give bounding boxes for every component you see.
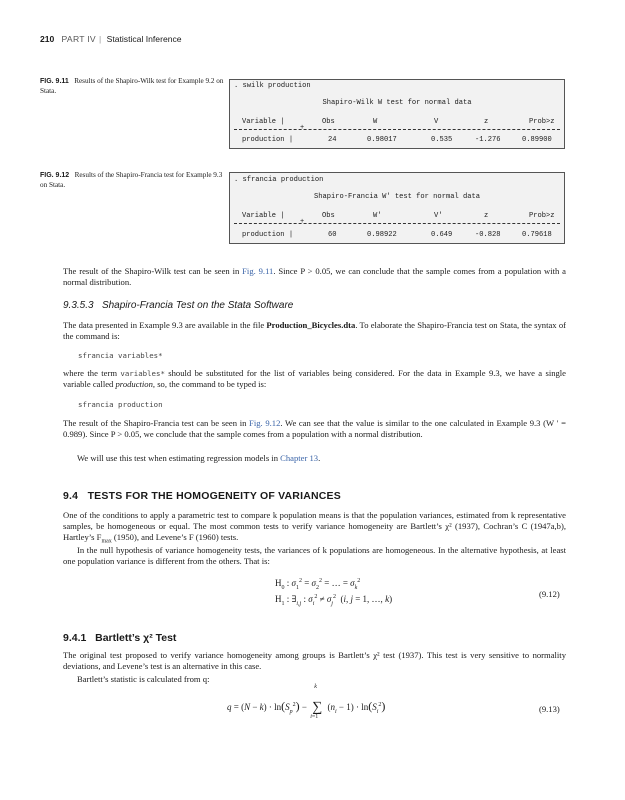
figure-label: FIG. 9.11 [40,78,69,85]
part-number: IV [87,34,96,44]
col-z: z [484,118,489,126]
col-obs: Obs [322,212,335,220]
col-variable: Variable | [242,212,285,220]
text: . We can see that the value is similar to the one calculated in Example 9.3 (W ′ = 0.989). Since P > 0.05, we conclude that the sample comes from a population with a normal distribution. [63,418,566,440]
figure-caption-text: Results of the Shapiro-Francia test for Example 9.3 on Stata. [40,171,223,189]
page-header: 210 PART IV | Statistical Inference [40,34,182,44]
fig-9-11-link[interactable]: Fig. 9.11 [242,266,274,276]
subsection-number: 9.4.1 [63,632,87,644]
paragraph-regression-note [63,453,566,464]
equation-number-9-12: (9.12) [539,589,560,599]
subsection-heading-9-3-5-3 [63,300,293,311]
subsection-number: 9.3.5.3 [63,300,94,311]
cell-z: -1.276 [475,136,501,144]
equation-h0: $H_0$ : $\sigma_1^2 = \sigma_2^2$ = … = $\sigma_k^2$ [275,578,361,591]
stata-header-row [230,212,564,221]
code-sfrancia-variables: sfrancia variables* [78,351,163,360]
stata-command: . sfrancia production [234,176,324,184]
cell-variable: production | [242,231,294,239]
divider-plus: + [300,218,305,226]
stata-data-row [230,136,564,145]
cell-variable: production | [242,136,294,144]
file-name: Production_Bicycles.dta [266,320,356,330]
stata-divider [234,218,560,226]
col-variable: Variable | [242,118,285,126]
col-prob: Prob>z [529,212,555,220]
text: . Since P > 0.05, we can conclude that the sample comes from a population with a normal distribution. [63,266,566,288]
paragraph-homogeneity-conditions [63,510,566,548]
col-w-prime: W' [373,212,382,220]
text: should be substituted for the list of variables being considered. For the data in Example 9.3, we have a single variable called [63,368,566,390]
section-number: 9.4 [63,490,79,502]
subsection-title: Shapiro-Francia Test on the Stata Software [101,300,294,311]
cell-obs: 60 [328,231,337,239]
equation-h1: $H_1$ : $\exists_{i,j}$ : $\sigma_i^2 \ne \sigma_j^2$ (i, j = 1, …, k) [275,594,393,607]
variable-name: production [115,379,153,390]
cell-v: 0.535 [431,136,453,144]
text: In the null hypothesis of variance homogeneity tests, the variances of k populations are homogeneous. In the alternative hypothesis, at least one population variance is different from the others. That is: [63,545,566,567]
cell-v-prime: 0.649 [431,231,453,239]
equation-bartlett-q: $q = (N - k) \cdot \ln(S_p^2)$ − k ∑ i=1 $(n_i - 1) \cdot \ln(S_i^2)$ [227,683,386,720]
stata-divider [234,124,560,132]
paragraph-sfrancia-result [63,418,566,440]
paragraph-swilk-result [63,266,566,288]
subsection-title: Bartlett’s χ² Test [95,632,177,644]
text: The original test proposed to verify variance homogeneity among groups is Bartlett’s χ² test (1937). This test is very sensitive to normality deviations, and Levene’s test is an alternative in this case. [63,650,566,672]
text: The result of the Shapiro-Francia test can be seen in [63,418,250,428]
figure-caption-text: Results of the Shapiro-Wilk test for Example 9.2 on Stata. [40,77,224,95]
text: One of the conditions to apply a parametric test to compare k population means is that the population variances, estimated from k representative samples, be homogeneous or equal. The most common tests to verify variance homogeneity are Bartlett’s χ² (1937), Cochran’s C (1947a,b), Hartley’s F [63,510,566,543]
paragraph-sfrancia-syntax [63,320,566,342]
text: where the term [63,368,121,378]
col-v: V [434,118,439,126]
col-w: W [373,118,378,126]
text: The result of the Shapiro-Wilk test can be seen in [63,266,243,276]
subscript: max [101,539,112,546]
text: . [318,453,321,463]
cell-obs: 24 [328,136,337,144]
text: (1950), and Levene’s F (1960) tests. [111,532,239,543]
cell-prob: 0.79618 [522,231,552,239]
stata-output-swilk [229,79,565,149]
stata-title: Shapiro-Wilk W test for normal data [322,99,472,107]
fig-9-12-link[interactable]: Fig. 9.12 [249,418,281,428]
stata-title: Shapiro-Francia W' test for normal data [313,193,481,201]
stata-data-row [230,231,564,240]
part-label: PART [61,34,85,44]
text: We will use this test when estimating regression models in [77,453,281,463]
figure-label: FIG. 9.12 [40,172,70,179]
code-sfrancia-production: sfrancia production [78,400,163,409]
paragraph-variables-term [63,368,566,390]
subsection-heading-9-4-1 [63,632,176,644]
paragraph-bartlett-intro [63,650,566,672]
page-number: 210 [40,34,55,44]
cell-prob: 0.89900 [522,136,552,144]
cell-z: -0.828 [475,231,501,239]
text: , so, the command to be typed is: [152,379,267,390]
section-title: TESTS FOR THE HOMOGENEITY OF VARIANCES [87,490,341,502]
stata-header-row [230,118,564,127]
part-title: Statistical Inference [106,34,182,44]
divider-plus: + [300,124,305,132]
stata-command: . swilk production [234,82,311,90]
text: Bartlett’s statistic is calculated from q: [77,674,210,684]
equation-number-9-13: (9.13) [539,704,560,714]
col-prob: Prob>z [529,118,555,126]
stata-output-sfrancia [229,172,565,244]
inline-code: variables* [120,369,165,378]
figure-caption-9-12 [40,171,225,189]
text: . To elaborate the Shapiro-Francia test on Stata, the syntax of the command is: [63,320,567,342]
col-z: z [484,212,489,220]
chapter-13-link[interactable]: Chapter 13 [280,453,319,463]
col-obs: Obs [322,118,335,126]
text: The data presented in Example 9.3 are available in the file [63,320,267,330]
cell-w-prime: 0.98922 [367,231,397,239]
col-v-prime: V' [434,212,443,220]
section-heading-9-4 [63,490,341,502]
figure-caption-9-11 [40,77,225,95]
paragraph-null-hypothesis [63,545,566,567]
cell-w: 0.98017 [367,136,397,144]
